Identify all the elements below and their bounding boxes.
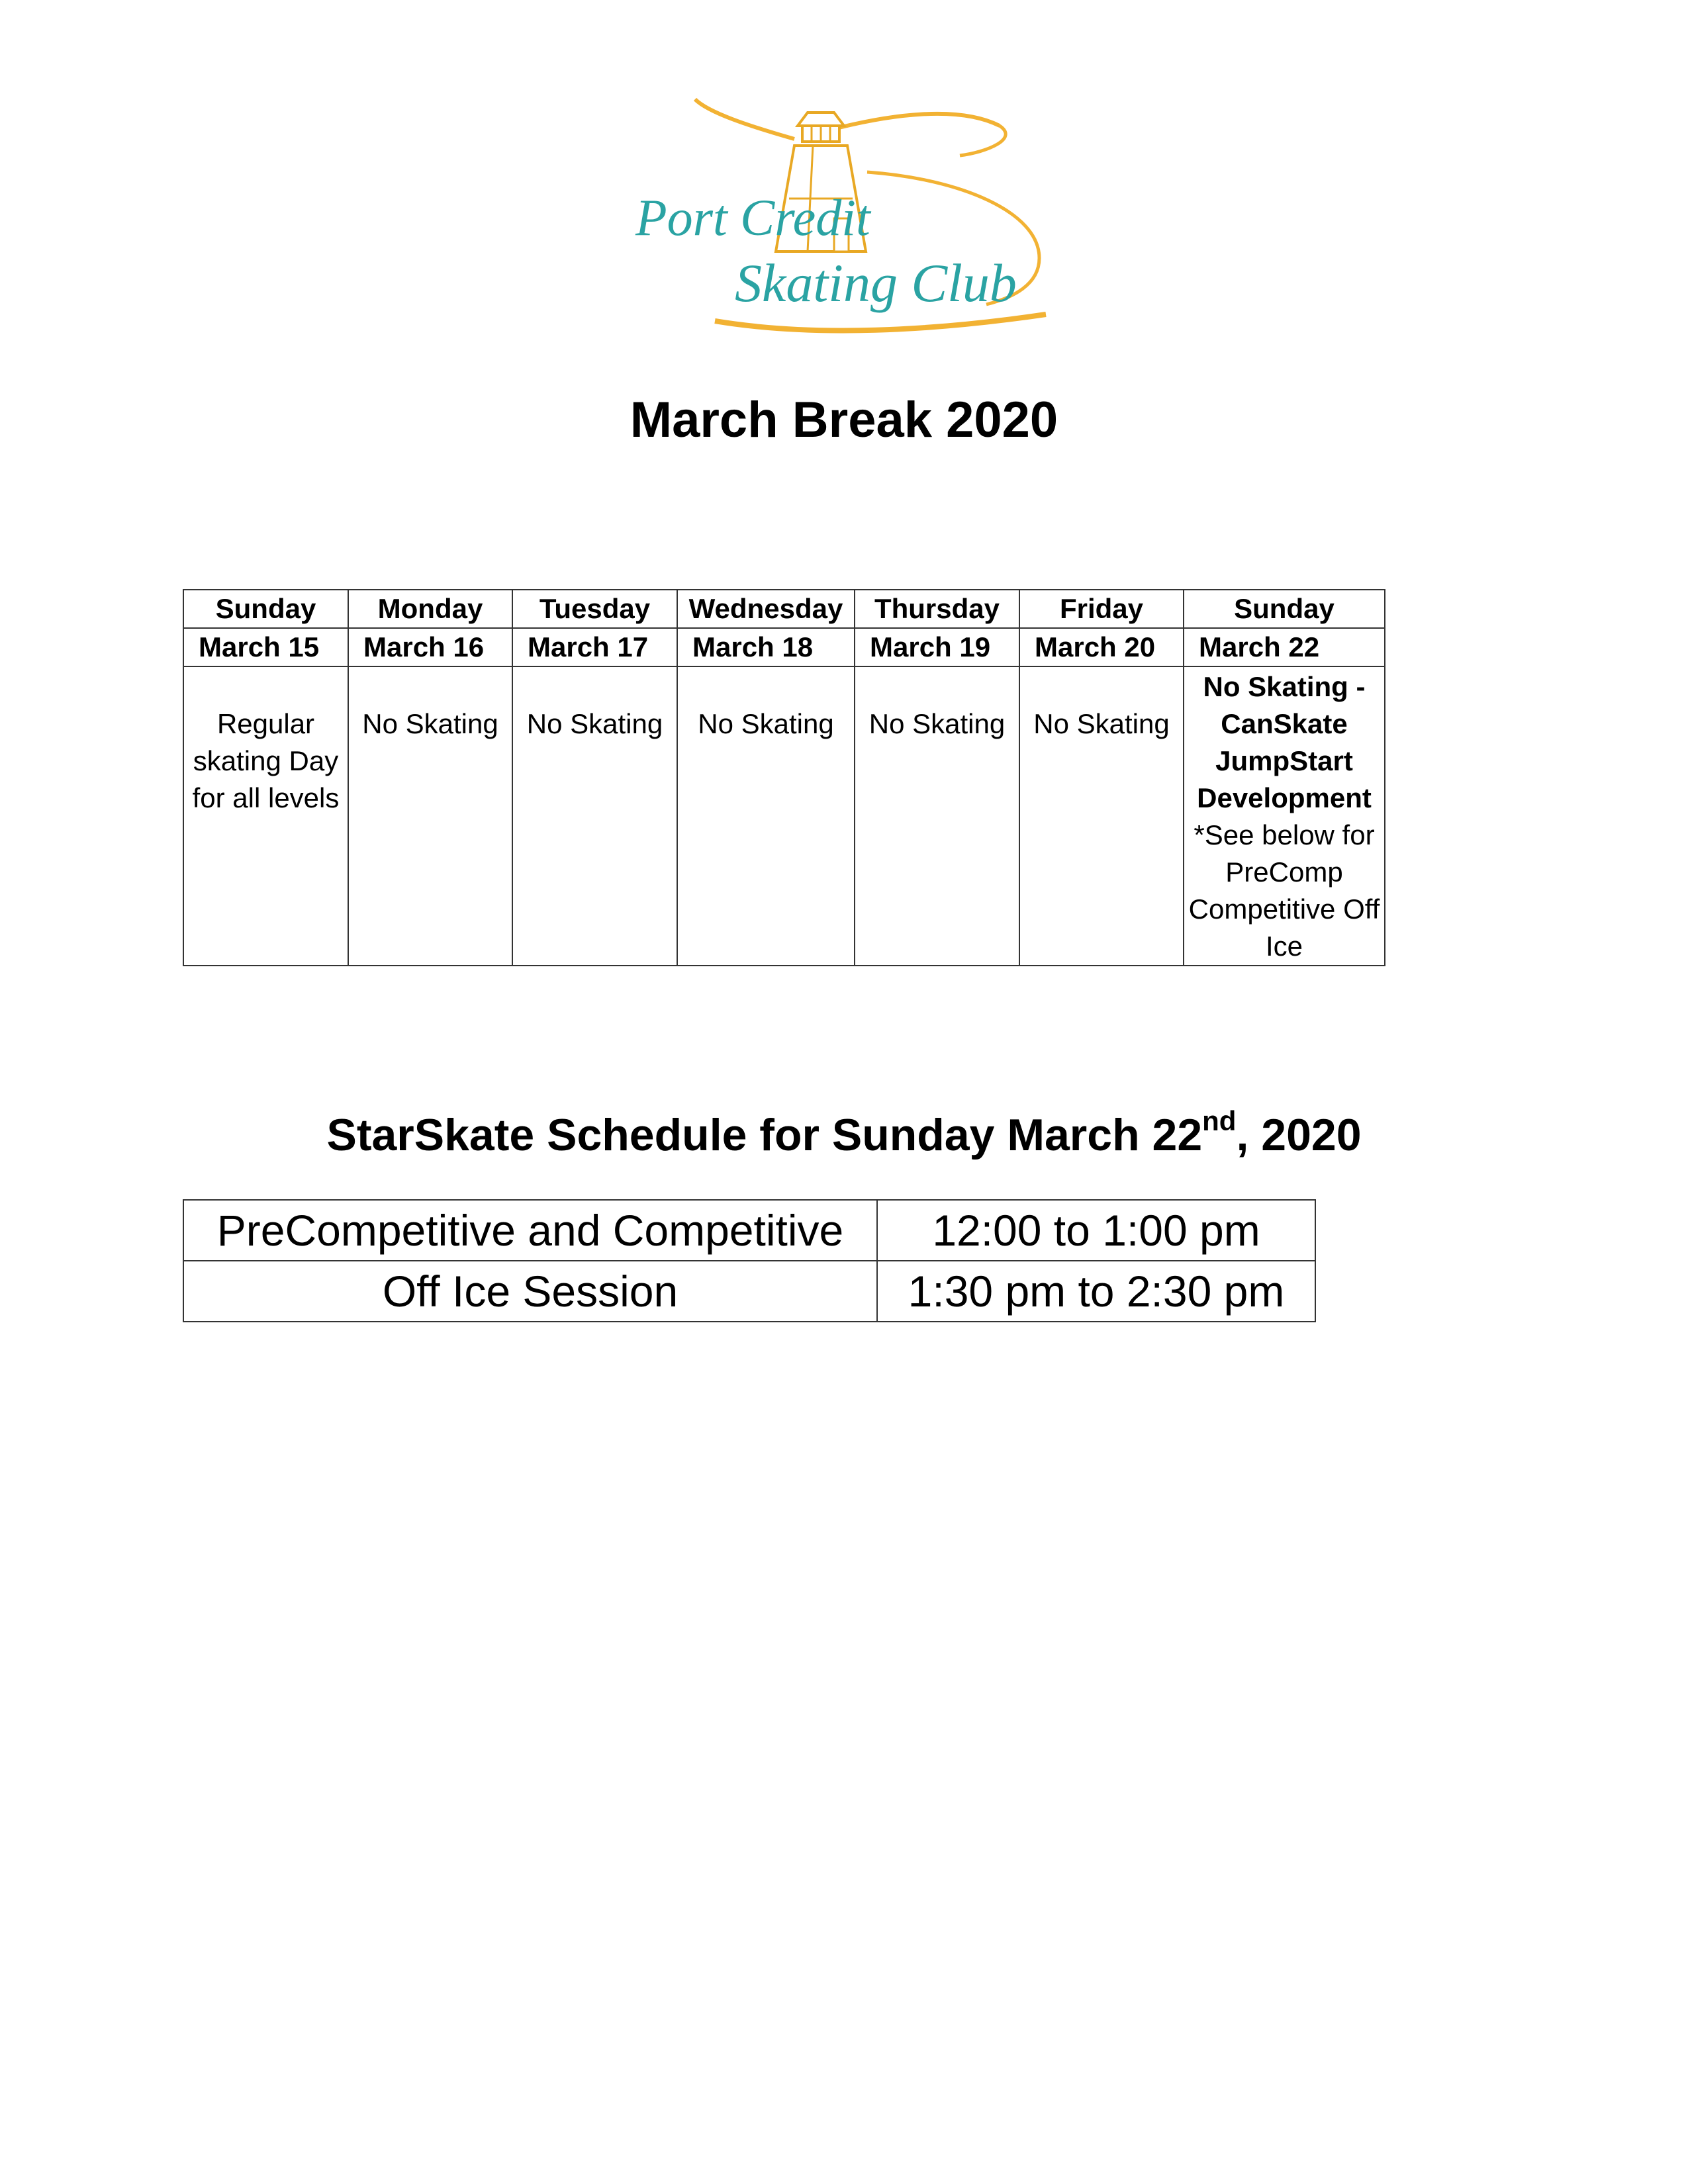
table-row — [183, 1261, 1315, 1322]
note-text: No Skating — [526, 708, 663, 739]
lighthouse-logo-icon — [616, 86, 1066, 344]
time-cell: 12:00 to 1:00 pm — [877, 1200, 1315, 1261]
note-cell — [1184, 666, 1385, 966]
session-cell: Off Ice Session — [183, 1261, 877, 1322]
logo-line2: Skating Club — [735, 253, 1017, 313]
table-row — [183, 1200, 1315, 1261]
day-cell: Friday — [1019, 590, 1184, 628]
note-text: Regular skating Day for all levels — [192, 708, 340, 813]
note-text: No Skating — [1033, 708, 1170, 739]
day-cell: Tuesday — [512, 590, 677, 628]
note-text-bold: No Skating - CanSkate JumpStart Development — [1197, 671, 1372, 813]
time-cell: 1:30 pm to 2:30 pm — [877, 1261, 1315, 1322]
date-cell: March 22 — [1184, 628, 1385, 666]
note-text: No Skating — [362, 708, 498, 739]
note-text: *See below for PreComp Competitive Off Ice — [1188, 819, 1380, 962]
date-cell: March 17 — [512, 628, 677, 666]
schedule-heading-sup: nd — [1202, 1105, 1237, 1136]
club-logo — [616, 86, 1066, 344]
schedule-heading-suffix: , 2020 — [1236, 1110, 1362, 1160]
date-cell: March 16 — [348, 628, 512, 666]
day-cell: Sunday — [183, 590, 348, 628]
date-cell: March 20 — [1019, 628, 1184, 666]
day-row — [183, 590, 1385, 628]
session-cell: PreCompetitive and Competitive — [183, 1200, 877, 1261]
date-cell: March 19 — [855, 628, 1019, 666]
date-cell: March 18 — [677, 628, 855, 666]
day-cell: Wednesday — [677, 590, 855, 628]
logo-line1: Port Credit — [635, 189, 870, 246]
notes-row — [183, 666, 1385, 966]
schedule-heading-text: StarSkate Schedule for Sunday March 22 — [326, 1110, 1203, 1160]
note-cell — [512, 666, 677, 966]
day-cell: Thursday — [855, 590, 1019, 628]
day-cell: Sunday — [1184, 590, 1385, 628]
note-cell — [1019, 666, 1184, 966]
page-title: March Break 2020 — [630, 392, 1058, 448]
note-cell — [183, 666, 348, 966]
note-text: No Skating — [698, 708, 834, 739]
note-cell — [855, 666, 1019, 966]
note-text: No Skating — [868, 708, 1006, 739]
note-cell — [677, 666, 855, 966]
march-break-table — [183, 589, 1385, 966]
note-cell — [348, 666, 512, 966]
starskate-schedule-table — [183, 1199, 1316, 1322]
schedule-heading — [0, 1099, 1688, 1177]
day-cell: Monday — [348, 590, 512, 628]
date-row — [183, 628, 1385, 666]
date-cell: March 15 — [183, 628, 348, 666]
